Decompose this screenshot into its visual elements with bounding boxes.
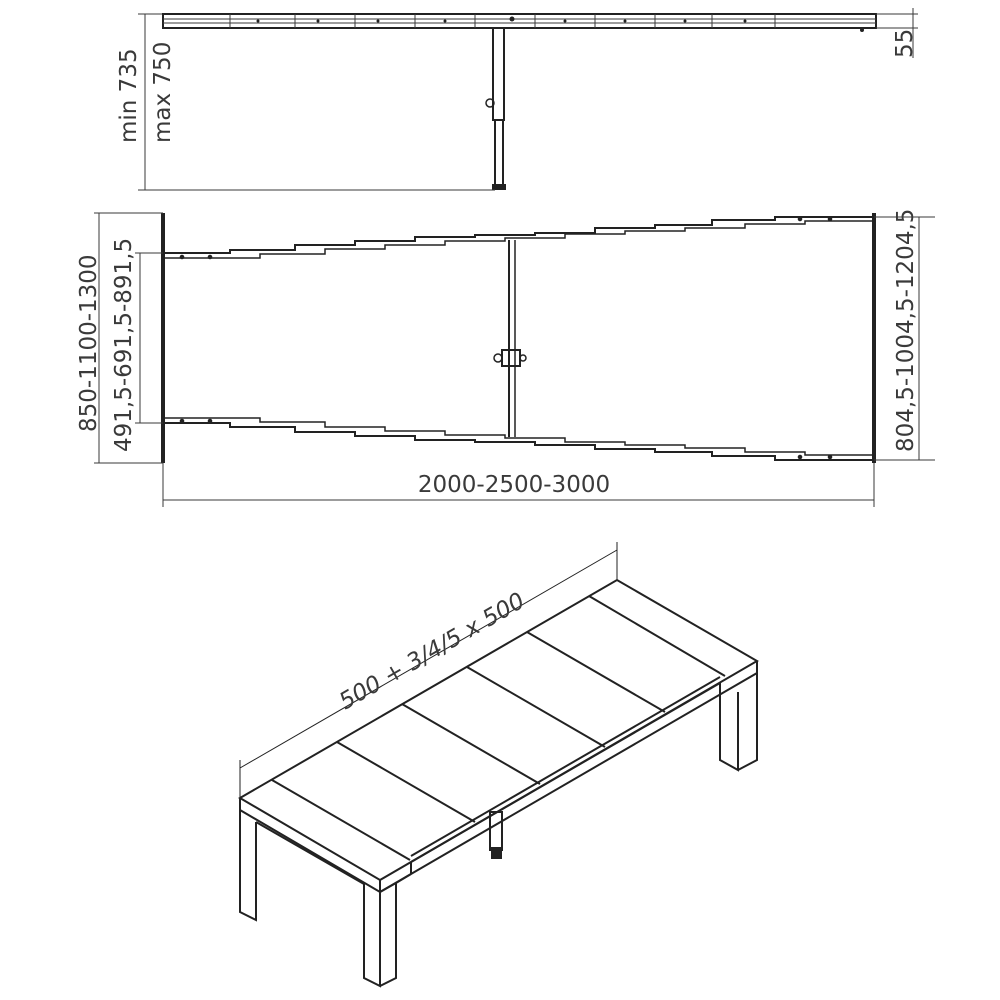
right-width-label: 804,5-1004,5-1204,5 bbox=[893, 208, 919, 452]
plan-view bbox=[76, 209, 935, 507]
height-min-label: min 735 bbox=[116, 48, 142, 143]
plan-center-beam bbox=[494, 240, 526, 437]
plan-lower-rail bbox=[163, 418, 874, 460]
perspective-leaf-seams bbox=[272, 596, 725, 860]
top-thickness-label: 55 bbox=[892, 28, 918, 58]
perspective-left-legs bbox=[240, 810, 411, 986]
plan-upper-rail bbox=[163, 217, 874, 259]
side-center-leg bbox=[486, 28, 506, 190]
height-max-label: max 750 bbox=[150, 41, 176, 143]
outer-width-label: 850-1100-1300 bbox=[76, 254, 102, 432]
inner-width-label: 491,5-691,5-891,5 bbox=[111, 237, 137, 452]
side-table-top bbox=[163, 14, 876, 28]
perspective-center-leg bbox=[490, 812, 502, 858]
length-label: 2000-2500-3000 bbox=[417, 472, 611, 498]
perspective-right-legs bbox=[720, 673, 757, 770]
extension-label: 500 + 3/4/5 x 500 bbox=[335, 588, 530, 716]
side-view bbox=[116, 8, 918, 190]
